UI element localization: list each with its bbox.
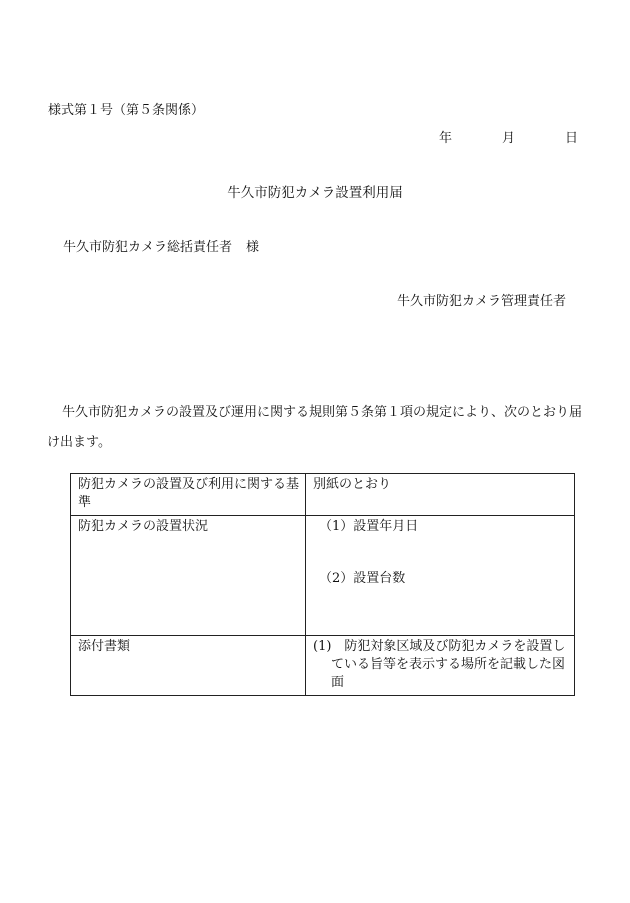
- info-table: [70, 473, 575, 696]
- date-line: [439, 127, 578, 146]
- table-row: [71, 516, 575, 636]
- date-month: 月: [501, 131, 515, 146]
- install-date-item: （1）設置年月日: [319, 519, 419, 534]
- document-title: 牛久市防犯カメラ設置利用届: [227, 185, 403, 201]
- table-cell-value: 別紙のとおり: [306, 474, 575, 516]
- table-cell-value: [306, 636, 575, 696]
- sender: 牛久市防犯カメラ管理責任者: [396, 294, 566, 309]
- date-day: 日: [564, 131, 578, 146]
- install-count-item: （2）設置台数: [319, 571, 406, 586]
- table-cell-value: [306, 516, 575, 636]
- form-number: 様式第１号（第５条関係）: [48, 103, 205, 118]
- table-row: [71, 474, 575, 516]
- attachment-item: (1) 防犯対象区域及び防犯カメラを設置している旨等を表示する場所を記載した図面: [313, 639, 566, 690]
- body-text: 牛久市防犯カメラの設置及び運用に関する規則第５条第１項の規定により、次のとおり届け出ます。: [47, 405, 583, 450]
- table-cell-label: 防犯カメラの設置状況: [71, 516, 306, 636]
- table-row: [71, 636, 575, 696]
- date-year: 年: [438, 131, 452, 146]
- addressee-honorific: 様: [246, 240, 260, 255]
- table-cell-label: 防犯カメラの設置及び利用に関する基準: [71, 474, 306, 516]
- addressee-name: 牛久市防犯カメラ総括責任者: [63, 240, 233, 255]
- table-cell-label: 添付書類: [71, 636, 306, 696]
- addressee: [63, 236, 259, 255]
